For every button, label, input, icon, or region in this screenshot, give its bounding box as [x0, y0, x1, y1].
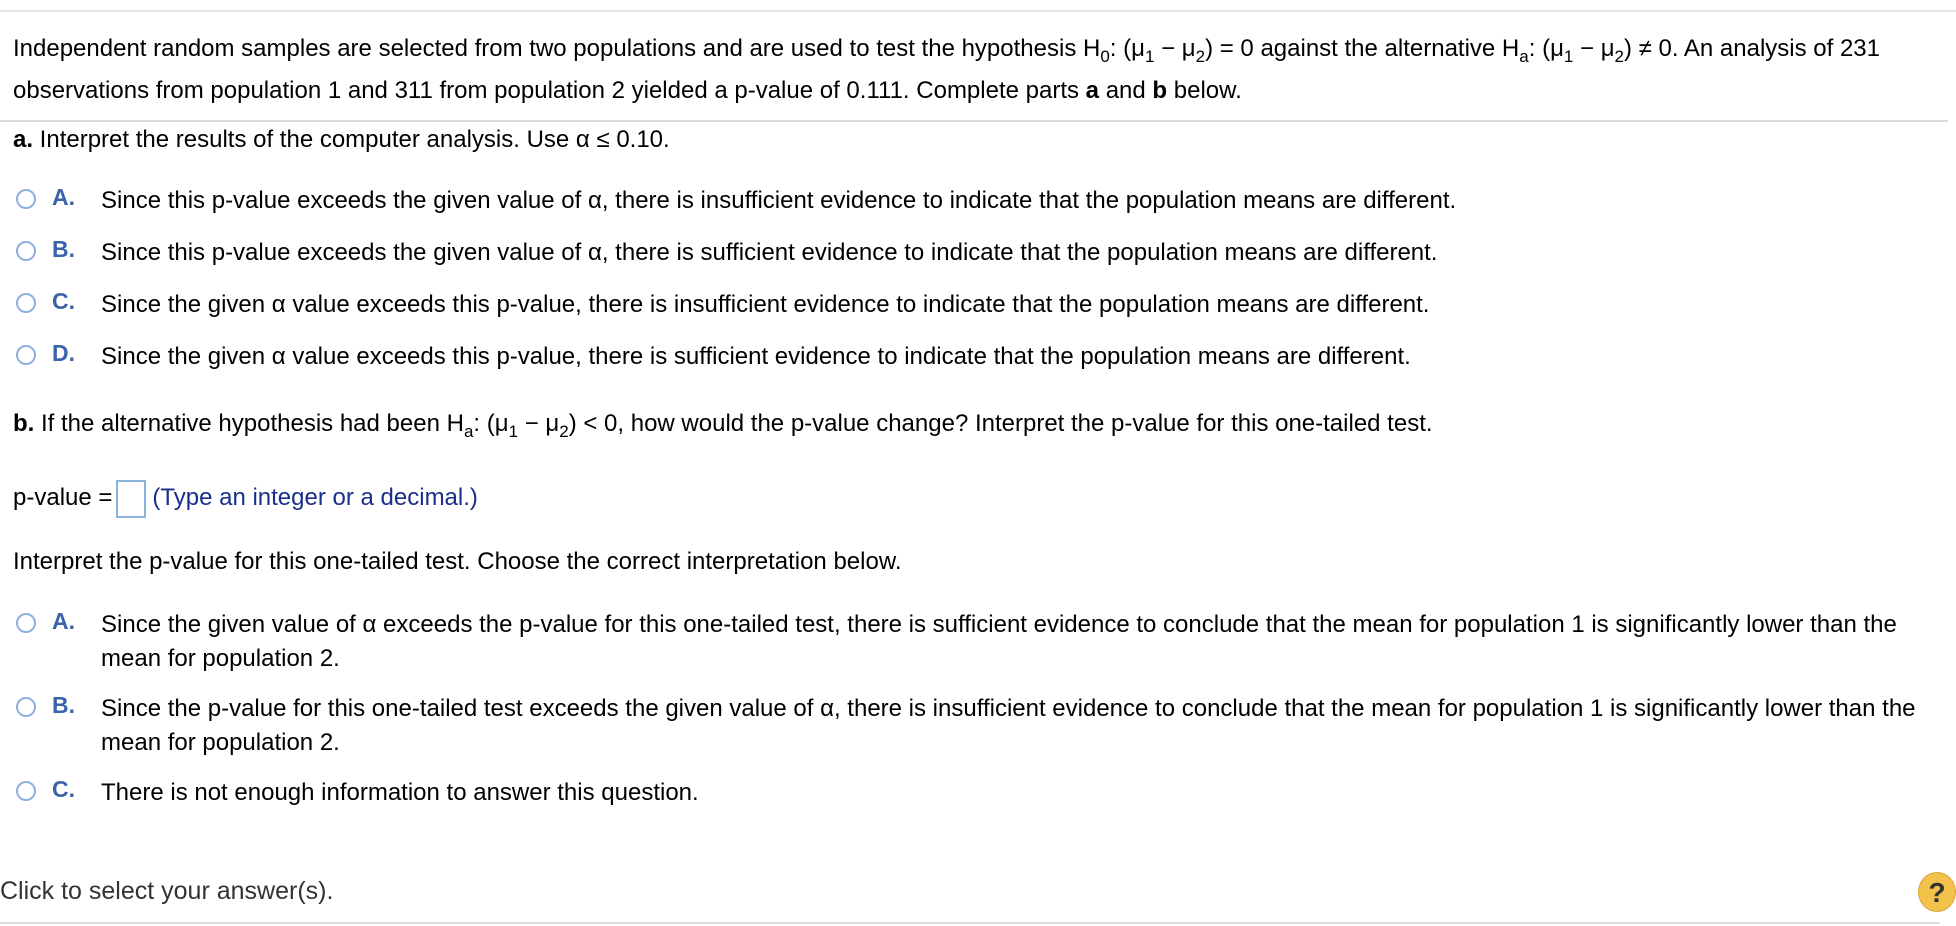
subscript: 2 — [1614, 47, 1625, 66]
stem-text: ) = 0 against the alternative H — [1205, 35, 1520, 62]
option-text: Since the given α value exceeds this p-value, there is insufficient evidence to indicate that the population means are different. — [101, 291, 1430, 318]
option-letter: D. — [52, 340, 75, 366]
stem-text: and — [1099, 77, 1153, 104]
subscript: 0 — [1100, 47, 1110, 66]
part-a-option-c[interactable] — [14, 288, 1944, 322]
part-b-prompt-text: If the alternative hypothesis had been H — [34, 410, 464, 437]
part-a-prompt-text: Interpret the results of the computer analysis. Use α ≤ 0.10. — [33, 126, 670, 153]
part-b-prompt-text: − μ — [518, 410, 560, 437]
part-b-prompt-text: ) < 0, how would the p-value change? Interpret the p-value for this one-tailed test. — [568, 410, 1433, 437]
question-stem — [13, 28, 1943, 112]
pvalue-row — [13, 478, 478, 518]
stem-text: − μ — [1154, 35, 1196, 62]
option-text: Since this p-value exceeds the given value of α, there is insufficient evidence to indicate that the population means are different. — [101, 187, 1457, 214]
stem-text: − μ — [1573, 35, 1615, 62]
part-a-option-b[interactable] — [14, 236, 1944, 270]
help-icon[interactable]: ? — [1918, 872, 1956, 912]
radio-button[interactable] — [16, 189, 36, 209]
option-letter: A. — [52, 608, 75, 634]
footer-instruction: Click to select your answer(s). — [0, 877, 334, 905]
part-a-option-a[interactable] — [14, 184, 1944, 218]
part-a-prompt — [13, 126, 670, 154]
subscript: 2 — [1195, 47, 1206, 66]
option-text: Since this p-value exceeds the given value of α, there is sufficient evidence to indicate that the population means are different. — [101, 239, 1438, 266]
stem-divider — [0, 120, 1948, 122]
subscript: a — [1519, 47, 1529, 66]
option-letter: B. — [52, 692, 75, 718]
interpret-prompt: Interpret the p-value for this one-tailed test. Choose the correct interpretation below. — [13, 548, 902, 575]
part-a-option-d[interactable] — [14, 340, 1944, 374]
stem-bold: b — [1152, 77, 1168, 104]
stem-text: : (μ — [1109, 35, 1145, 62]
subscript: 1 — [508, 422, 519, 441]
top-divider — [0, 10, 1956, 12]
part-a-label: a. — [13, 126, 34, 153]
part-b-prompt — [13, 410, 1433, 441]
stem-bold: a — [1085, 77, 1100, 104]
stem-text: below. — [1167, 77, 1242, 104]
radio-button[interactable] — [16, 241, 36, 261]
subscript: 2 — [559, 422, 569, 441]
part-b-option-b[interactable] — [14, 692, 1944, 762]
bottom-divider — [0, 922, 1940, 924]
pvalue-input[interactable] — [116, 480, 146, 518]
option-letter: C. — [52, 776, 75, 802]
stem-text: ) ≠ 0. An analysis of 231 observations from population 1 and 311 from population 2 yielded a p-value of 0.111. Complete parts — [13, 35, 1880, 104]
stem-text: Independent random samples are selected from two populations and are used to test the hypothesis H — [13, 35, 1101, 62]
pvalue-hint: (Type an integer or a decimal.) — [152, 484, 478, 511]
option-text: Since the p-value for this one-tailed test exceeds the given value of α, there is insufficient evidence to conclude that the mean for population 1 is significantly lower than the mean for population 2. — [101, 695, 1916, 756]
part-b-prompt-text: : (μ — [473, 410, 509, 437]
subscript: a — [463, 422, 474, 441]
option-text: Since the given value of α exceeds the p-value for this one-tailed test, there is sufficient evidence to conclude that the mean for population 1 is significantly lower than the mean for population 2. — [101, 611, 1897, 672]
subscript: 1 — [1563, 47, 1574, 66]
option-letter: A. — [52, 184, 75, 210]
part-b-option-c[interactable] — [14, 776, 1944, 810]
option-letter: B. — [52, 236, 75, 262]
pvalue-label: p-value = — [13, 484, 113, 511]
radio-button[interactable] — [16, 781, 36, 801]
option-text: There is not enough information to answer this question. — [101, 779, 699, 806]
radio-button[interactable] — [16, 613, 36, 633]
radio-button[interactable] — [16, 345, 36, 365]
radio-button[interactable] — [16, 293, 36, 313]
part-b-option-a[interactable] — [14, 608, 1944, 678]
radio-button[interactable] — [16, 697, 36, 717]
option-letter: C. — [52, 288, 75, 314]
part-b-label: b. — [13, 410, 35, 437]
stem-text: : (μ — [1528, 35, 1564, 62]
option-text: Since the given α value exceeds this p-value, there is sufficient evidence to indicate that the population means are different. — [101, 343, 1411, 370]
subscript: 1 — [1144, 47, 1155, 66]
